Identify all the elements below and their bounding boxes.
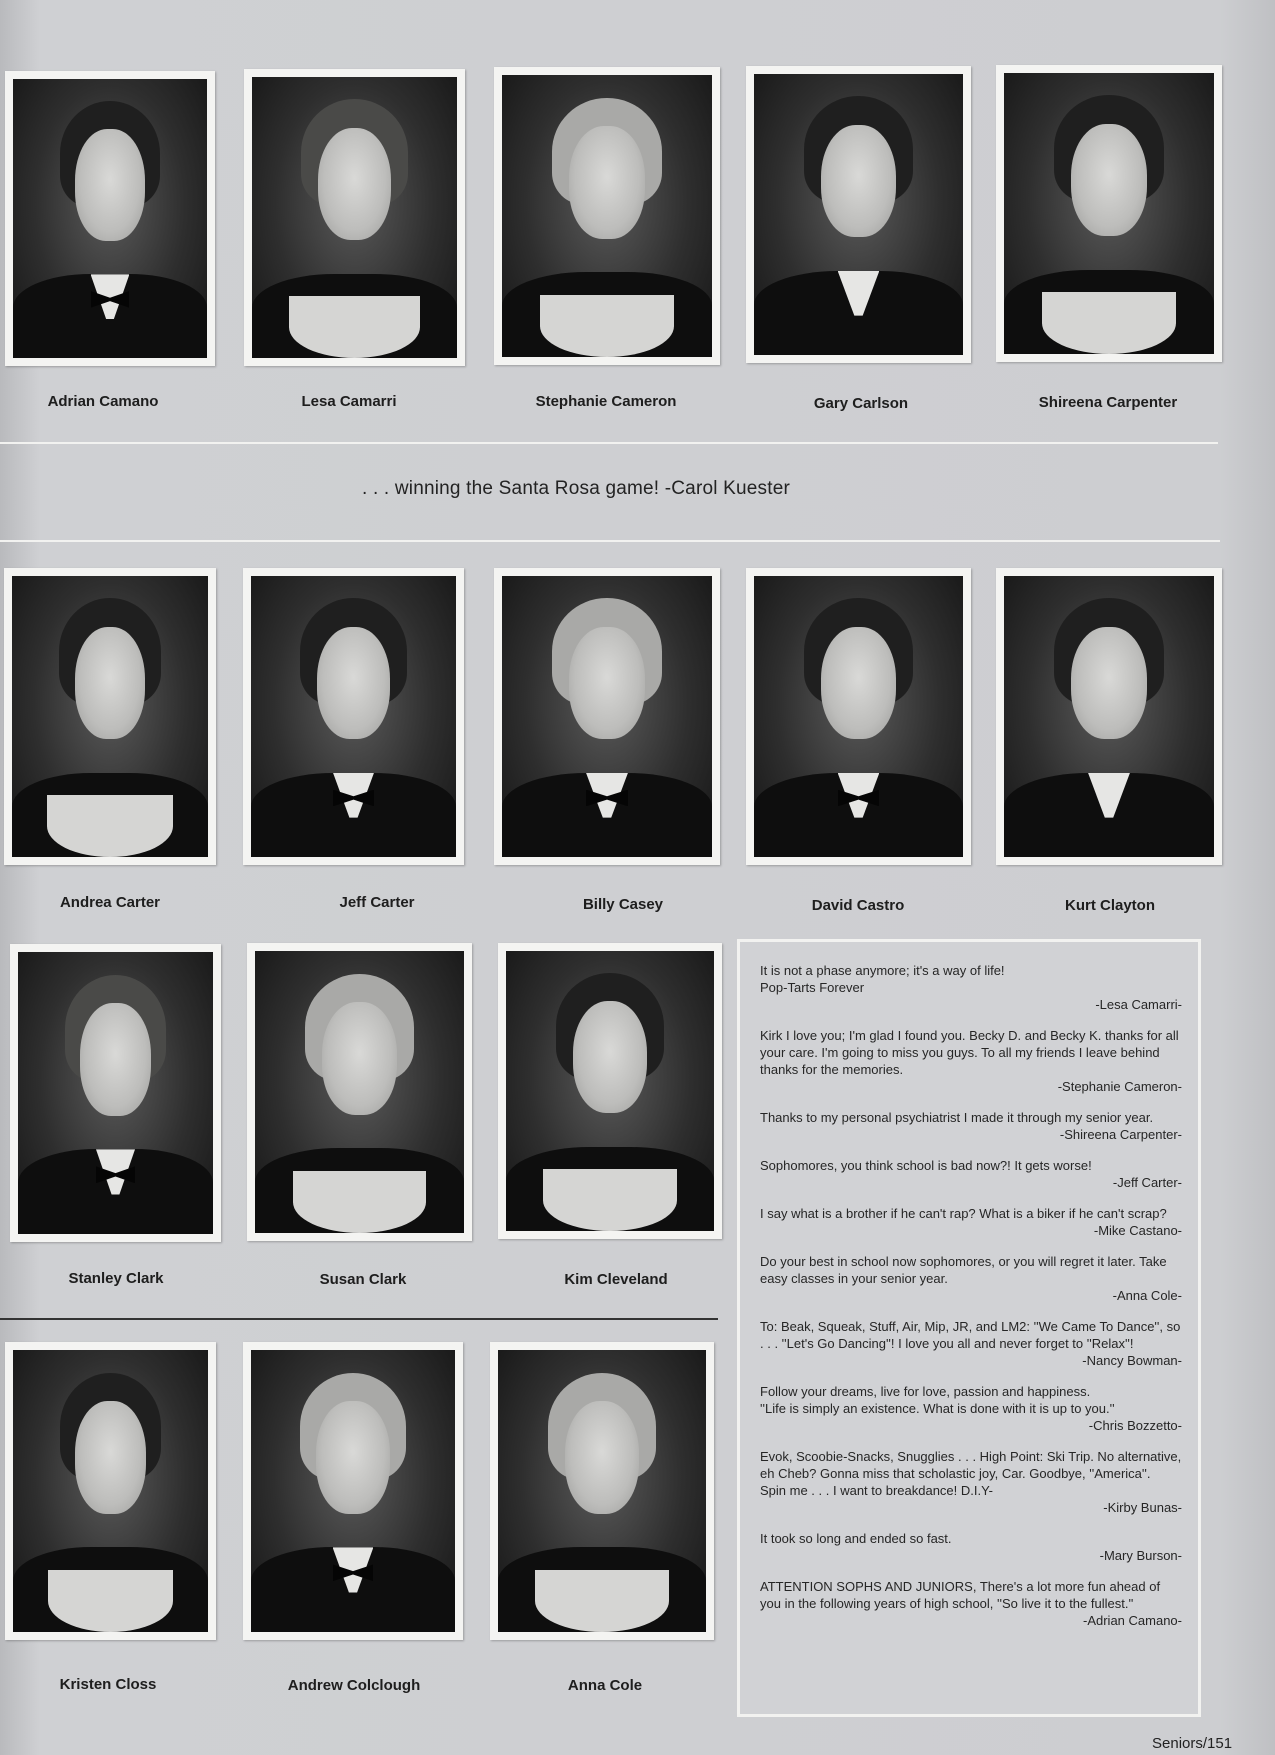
portrait-image: [251, 1350, 455, 1632]
portrait-image: [12, 576, 208, 857]
quote-signature: -Stephanie Cameron-: [1057, 1079, 1182, 1094]
quote-signature: -Jeff Carter-: [1112, 1175, 1182, 1190]
portrait-photo: [490, 1342, 714, 1640]
header-quote: . . . winning the Santa Rosa game! -Carol Kuester: [362, 478, 791, 499]
senior-quote: Do your best in school now sophomores, or you will regret it later. Take easy classes in your senior year. -Anna Cole-: [760, 1254, 1182, 1303]
quote-signature: -Shireena Carpenter-: [1059, 1127, 1182, 1142]
student-name: Susan Clark: [319, 1271, 407, 1288]
senior-quote: It took so long and ended so fast. -Mary Burson-: [760, 1531, 1182, 1563]
portrait-photo: [746, 66, 971, 363]
portrait-image: [754, 74, 963, 355]
student-name: Jeff Carter: [339, 894, 415, 911]
student-name: Kim Cleveland: [564, 1271, 668, 1288]
student-name: Stanley Clark: [68, 1270, 164, 1287]
portrait-photo: [243, 568, 464, 865]
student-name: Stephanie Cameron: [535, 393, 677, 410]
portrait-image: [1004, 576, 1214, 857]
senior-quotes-box: [737, 939, 1201, 1717]
page-folio: Seniors/151: [1152, 1735, 1233, 1752]
quote-signature: -Mike Castano-: [1093, 1223, 1182, 1238]
portrait-image: [754, 576, 963, 857]
senior-quote: It is not a phase anymore; it's a way of life! Pop-Tarts Forever -Lesa Camarri-: [760, 963, 1182, 1012]
portrait-photo: [5, 1342, 216, 1640]
portrait-photo: [10, 944, 221, 1242]
student-name: Andrea Carter: [59, 894, 161, 911]
portrait-photo: [5, 71, 215, 366]
portrait-photo: [494, 568, 720, 865]
student-name: Shireena Carpenter: [1038, 394, 1178, 411]
student-name: David Castro: [811, 897, 905, 914]
senior-quote: Thanks to my personal psychiatrist I made it through my senior year. -Shireena Carpenter-: [760, 1110, 1182, 1142]
senior-quote: ATTENTION SOPHS AND JUNIORS, There's a lot more fun ahead of you in the following years of high school, ''So live it to the fullest.'' -Adrian Camano-: [760, 1579, 1182, 1628]
portrait-photo: [4, 568, 216, 865]
portrait-image: [18, 952, 213, 1234]
portrait-photo: [494, 67, 720, 365]
portrait-photo: [244, 69, 465, 366]
portrait-image: [255, 951, 464, 1233]
portrait-image: [251, 576, 456, 857]
section-divider: [0, 1318, 718, 1320]
senior-quote: To: Beak, Squeak, Stuff, Air, Mip, JR, and LM2: ''We Came To Dance'', so . . . ''Let's Go Dancing''! I love you all and never forget to ''Relax''! -Nancy Bowman-: [760, 1319, 1182, 1368]
student-name: Gary Carlson: [813, 395, 909, 412]
portrait-photo: [247, 943, 472, 1241]
quote-signature: -Adrian Camano-: [1083, 1613, 1182, 1628]
student-name: Kristen Closs: [59, 1676, 157, 1693]
portrait-image: [252, 77, 457, 358]
senior-quote: Kirk I love you; I'm glad I found you. Becky D. and Becky K. thanks for all your care. I'm going to miss you guys. To all my friends I leave behind thanks for the memories. -Stephanie Cameron-: [760, 1028, 1182, 1094]
senior-quote: I say what is a brother if he can't rap? What is a biker if he can't scrap? -Mike Castano-: [760, 1206, 1182, 1238]
quote-signature: -Lesa Camarri-: [1095, 997, 1182, 1012]
student-name: Andrew Colclough: [287, 1677, 421, 1694]
section-divider: [0, 442, 1218, 444]
student-name: Lesa Camarri: [301, 393, 397, 410]
student-name: Anna Cole: [567, 1677, 643, 1694]
portrait-image: [1004, 73, 1214, 354]
student-name: Kurt Clayton: [1065, 897, 1155, 914]
portrait-image: [506, 951, 714, 1231]
portrait-photo: [996, 568, 1222, 865]
quote-signature: -Nancy Bowman-: [1082, 1353, 1182, 1368]
portrait-image: [502, 576, 712, 857]
portrait-photo: [498, 943, 722, 1239]
portrait-photo: [746, 568, 971, 865]
quote-signature: -Kirby Bunas-: [1103, 1500, 1182, 1515]
portrait-image: [13, 1350, 208, 1632]
portrait-image: [502, 75, 712, 357]
section-divider: [0, 540, 1220, 542]
quote-signature: -Mary Burson-: [1099, 1548, 1182, 1563]
portrait-photo: [996, 65, 1222, 362]
quote-signature: -Chris Bozzetto-: [1088, 1418, 1182, 1433]
quote-signature: -Anna Cole-: [1112, 1288, 1182, 1303]
student-name: Billy Casey: [582, 896, 664, 913]
senior-quote: Sophomores, you think school is bad now?! It gets worse! -Jeff Carter-: [760, 1158, 1182, 1190]
portrait-image: [498, 1350, 706, 1632]
senior-quote: Evok, Scoobie-Snacks, Snugglies . . . High Point: Ski Trip. No alternative, eh Cheb? Gonna miss that scholastic joy, Car. Goodbye, ''America''. Spin me . . . I want to breakdance! D.I.Y- -Kirby Bunas-: [760, 1449, 1182, 1515]
portrait-image: [13, 79, 207, 358]
student-name: Adrian Camano: [47, 393, 159, 410]
senior-quote: Follow your dreams, live for love, passion and happiness. ''Life is simply an existence. What is done with it is up to you.'' -Chris Bozzetto-: [760, 1384, 1182, 1433]
portrait-photo: [243, 1342, 463, 1640]
